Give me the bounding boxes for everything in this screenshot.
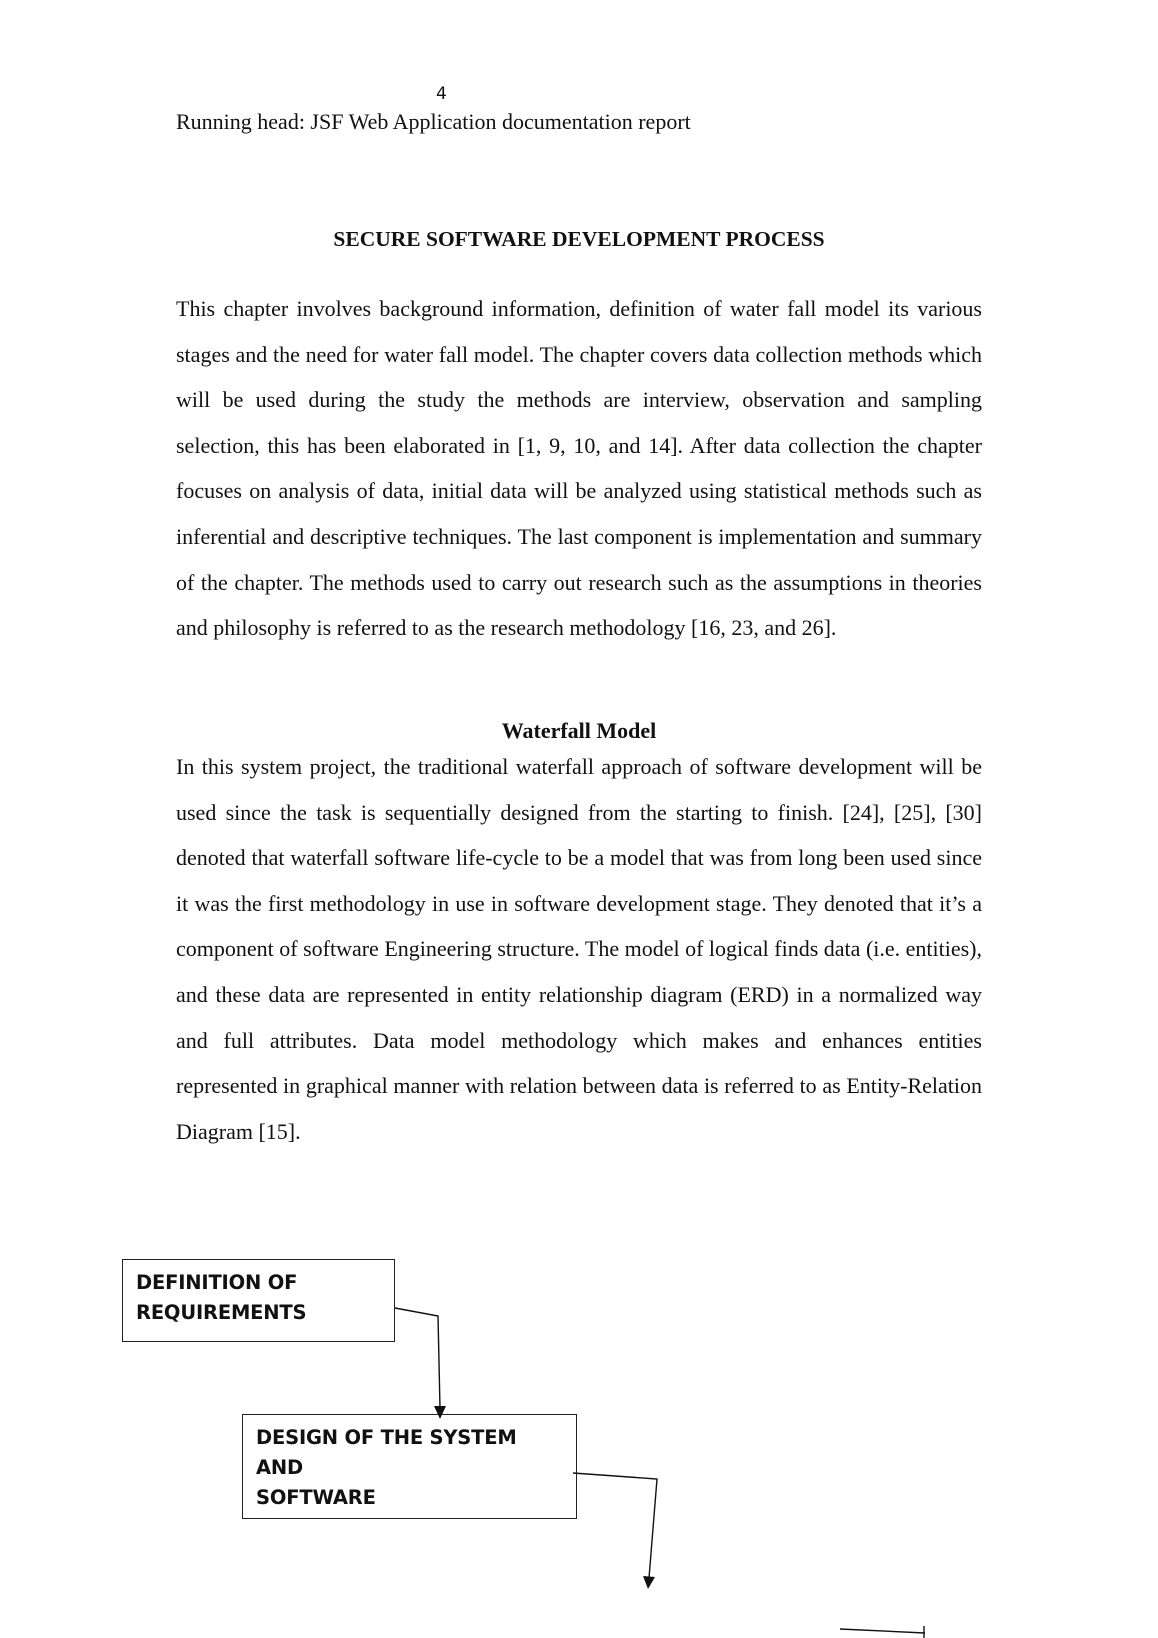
- chapter-title: SECURE SOFTWARE DEVELOPMENT PROCESS: [333, 227, 825, 251]
- waterfall-paragraph: In this system project, the traditional waterfall approach of software development will be used since the task is sequentially designed from the starting to finish. [24], [25], [30] denoted that waterfall software life-cycle to be a model that was from long been used since it was the first methodology in use in software development stage. They denoted that it’s a component of software Engineering structure. The model of logical finds data (i.e. entities), and these data are represented in entity relationship diagram (ERD) in a normalized way and full attributes. Data model methodology which makes and enhances entities represented in graphical manner with relation between data is referred to as Entity-Relation Diagram [15].: [176, 754, 983, 1144]
- connector-design-to-next: [573, 1473, 657, 1578]
- flow-box-label-line: DESIGN OF THE SYSTEM AND: [256, 1426, 517, 1479]
- page-number: 4: [436, 84, 447, 104]
- arrowhead-icon: [643, 1576, 655, 1589]
- flow-box-label-line: REQUIREMENTS: [136, 1301, 307, 1324]
- flow-box-design: [242, 1414, 577, 1519]
- connector-partial-line: [840, 1629, 925, 1633]
- flow-box-requirements: [122, 1259, 395, 1342]
- flow-box-label-line: DEFINITION OF: [136, 1271, 298, 1294]
- running-head: Running head: JSF Web Application documentation report: [176, 109, 691, 134]
- section-title-waterfall: Waterfall Model: [501, 718, 657, 743]
- flow-box-label-line: SOFTWARE: [256, 1486, 376, 1509]
- connector-requirements-to-design: [395, 1308, 440, 1408]
- intro-paragraph: This chapter involves background information, definition of water fall model its various stages and the need for water fall model. The chapter covers data collection methods which will be used during the study the methods are interview, observation and sampling selection, this has been elaborated in [1, 9, 10, and 14]. After data collection the chapter focuses on analysis of data, initial data will be analyzed using statistical methods such as inferential and descriptive techniques. The last component is implementation and summary of the chapter. The methods used to carry out research such as the assumptions in theories and philosophy is referred to as the research methodology [16, 23, and 26].: [176, 296, 982, 641]
